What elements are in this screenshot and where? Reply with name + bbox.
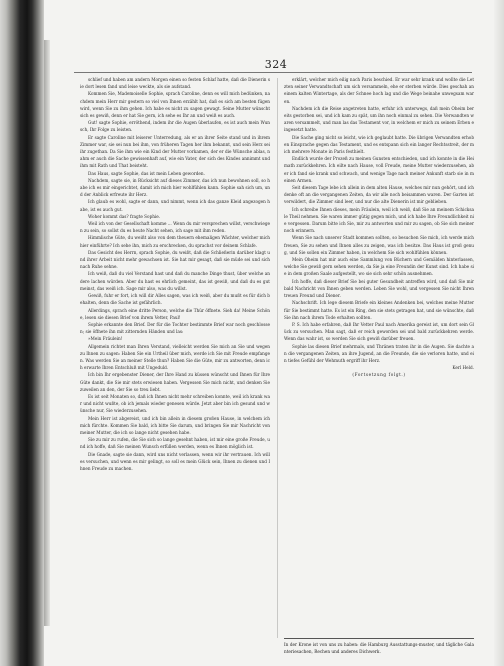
paragraph: Weil ich von der Gesellschaft komme ... Wenn du mir versprechen willst, verschwiegen zu sein, so sollst du es heute Nacht sehen, ich sage mit ihm reden. [80, 221, 270, 234]
paragraph: Sophie las diesen Brief mehrmals, und Thränen traten ihr in die Augen. Sie dachte an die vergangenen Zeiten, an ihre Jugend, an die Freunde, die sie verloren hatte, und ein tiefes Gefühl der Wehmuth ergriff ihr Herz. [284, 343, 474, 363]
column-divider [277, 78, 278, 638]
right-text-column [284, 76, 474, 638]
header-rule [74, 72, 472, 73]
page-number: 324 [264, 58, 288, 71]
paragraph: Es ist seit Monaten so, daß ich Ihnen nicht mehr schreiben konnte, weil ich krank war und nicht wußte, ob ich jemals wieder genesen würde. Jetzt aber bin ich gesund und wünsche nur, Sie wiederzusehen. [80, 393, 270, 414]
book-gutter-edge [0, 0, 44, 666]
paragraph: »Mein Fräulein! [88, 336, 123, 342]
paragraph: Nachdem, sagte sie, in Rücksicht auf dieses Zimmer, das ich nun bewohnen soll, so habe ich es mir eingerichtet, damit ich mich hier wohlfühlen kann. Sophie sah sich um, und der Anblick erfreute ihr Herz. [80, 177, 270, 198]
paragraph: Ich weiß, daß du viel Verstand hast und daß du manche Dinge thust, über welche andere lachen würden. Aber du hast es ehrlich gemeint, das ist gewiß, und daß du es gut meinst, das weiß ich. Sage mir also, was du willst. [80, 271, 270, 291]
paragraph: Gewiß, fuhr er fort, ich will dir Alles sagen, was ich weiß, aber du mußt es für dich behalten, denn die Sache ist gefährlich. [80, 293, 270, 306]
left-text-column [80, 76, 270, 658]
paragraph: Das Gesicht des Herrn, sprach Sophie, du weißt, daß die Schließerin darüber klagt und ihrer Arbeit nicht mehr gewachsen ist. Sie hat mir gesagt, daß sie müde sei und sich nach Ruhe sehne. [80, 249, 270, 270]
paragraph: Kommen Sie, Mademoiselle Sophie, sprach Caroline, denn es will mich bedünken, nachdem mein Herr mir gestern so viel von Ihnen erzählt hat, daß es sich am besten fügen wird, wenn Sie zu ihm gehen. Ich habe es nicht zu sagen gewagt. Seine Mutter wünscht sich es gewiß, denn er hat Sie gern, ich sehe es Ihr an und weiß es auch. [80, 91, 270, 119]
paragraph: Allerdings, sprach eine dritte Person, welche die Thür öffnete. Sieh da! Meine Schöne, lesen sie diesen Brief von ihrem Vetter, Paul! [80, 307, 270, 320]
paragraph: P. S. Ich habe erfahren, daß Ihr Vetter Paul nach Amerika gereist ist, um dort sein Glück zu versuchen. Man sagt, daß er reich geworden sei und bald zurückkehren werde. Wenn das wahr ist, so werden Sie sich gewiß darüber freuen. [284, 321, 474, 342]
notice-rule [284, 638, 474, 639]
continuation-note: (Fortsetzung folgt.) [352, 372, 406, 378]
paragraph: Himmlische Güte, du weißt also von dem theuern ehemaligen Wächter, welcher mich hier einführte? Ich sehe ihn, mich zu erschrecken, du sprachst vor deinem Schlafe. [80, 235, 270, 248]
book-page [52, 58, 494, 658]
letter-signature: Kerl Held. [452, 365, 474, 371]
page-shadow [44, 40, 50, 626]
paragraph: Nachdem ich die Reise angetreten hatte, erfuhr ich unterwegs, daß mein Oheim bereits gestorben sei, und ich kam zu spät, um ihn noch einmal zu sehen. Die Verwandten waren versammelt, und man las das Testament vor, in welchem er mich zu seinem Erben eingesetzt hatte. [284, 105, 474, 133]
page-edge-shadow [494, 0, 504, 666]
paragraph: Er sagte Caroline mit leiserer Unterredung, als er an ihrer Seite stand und in ihrem Zimmer war, sie sei nun bei ihm, von früheren Tagen her ihm bekannt, und sein Herz sei ihr zugethan. Da Sie ihm wie ein Kind der Mutter vorkamen, der er die Wünsche ablas, nahm er auch die Sache gewissenhaft auf, wie ein Vater, der sich des Kindes annimmt und ihm mit Rath und That beisteht. [80, 134, 270, 169]
paragraph: Wenn Sie nach unserer Stadt kommen sollten, so besuchen Sie mich, ich werde mich freuen, Sie zu sehen und Ihnen alles zu zeigen, was ich besitze. Das Haus ist groß genug, und Sie sollen ein Zimmer haben, in welchem Sie sich wohlfühlen können. [284, 235, 474, 255]
paragraph: Das Haus, sagte Sophie, das ist mein Leben geworden. [88, 170, 205, 176]
paragraph: Sie zu mir zu rufen, die Sie sich so lange gesehnt haben, ist mir eine große Freude, und ich hoffe, daß Sie meinen Wunsch erfüllen werden, wenn es Ihnen möglich ist. [80, 437, 270, 450]
paragraph: Mein Oheim hat mir auch eine Sammlung von Büchern und Gemälden hinterlassen, welche Sie gewiß gern sehen werden, da Sie ja eine Freundin der Kunst sind. Ich habe sie in dem großen Saale aufgestellt, wo sie sich sehr schön ausnehmen. [284, 257, 474, 277]
paragraph: Seit diesem Tage lebe ich allein in dem alten Hause, welches mir nun gehört, und ich denke oft an die vergangenen Zeiten, da wir alle noch beisammen waren. Der Garten ist verwildert, die Zimmer sind leer, und nur die alte Dienerin ist mir geblieben. [284, 185, 474, 205]
paragraph: Woher kommt das? fragte Sophie. [88, 213, 161, 219]
paragraph: Ich glaub es wohl, sagte er dann, und nimmt, wenn ich das ganze Kleid angezogen habe, ist es auch gut. [80, 199, 270, 212]
paragraph: Mein Herr ist abgereist, und ich bin allein in diesem großen Hause, in welchem ich mich fürchte. Kommen Sie bald, ich bitte Sie darum, und bringen Sie mir Nachricht von meiner Mutter, die ich so lange nicht gesehen habe. [80, 415, 270, 435]
paragraph: Sophie erkannte den Brief. Der für die Tochter bestimmte Brief war noch geschlossen; sie öffnete ihn mit zitternden Händen und las: [80, 321, 270, 335]
notice-text: In der Krone ist von uns zu haben: die Hamburg Ausstattungs-muster, und tägliche Galanteriesachen, Rechen und anderes Dichwerk. [284, 642, 474, 655]
paragraph: Ich bin Ihr ergebenster Diener, der Ihre Hand zu küssen wünscht und Ihnen für Ihre Güte dankt, die Sie mir stets erwiesen haben. Vergessen Sie mich nicht, und denken Sie zuweilen an den, der Sie so treu liebt. [80, 372, 270, 392]
paragraph: Allgemein richtet man Ihren Verstand, vielleicht werden Sie mich an Sie und wegen zu Ihnen zu sagen: Haben Sie ein Urtheil über mich, werde ich Sie mit Freude empfangen. Was werden Sie an meiner Stelle thun? Haben Sie die Güte, mir zu antworten, denn ich erwarte Ihren Entschluß mit Ungeduld. [80, 343, 270, 371]
paragraph: Die Sache ging nicht so leicht, wie ich geglaubt hatte. Die übrigen Verwandten erhoben Einsprache gegen das Testament, und es entspann sich ein langer Rechtsstreit, der mich mehrere Monate in Paris festhielt. [284, 134, 474, 155]
paragraph: Ich hoffe, daß dieser Brief Sie bei guter Gesundheit antreffen wird, und daß Sie mir bald Nachricht von Ihnen geben werden. Leben Sie wohl, und vergessen Sie nicht Ihren treuen Freund und Diener. [284, 278, 474, 299]
paragraph: Gut! sagte Sophie, erröthend, indem ihr die Augen überlaufen, es ist auch mein Wunsch, Ihr Folge zu leisten. [80, 120, 270, 133]
paragraph: Endlich wurde der Prozeß zu meinen Gunsten entschieden, und ich konnte in die Heimath zurückkehren. Ich eilte nach Hause, voll Freude, meine Mutter wiederzusehen, aber ich fand sie krank und schwach, und wenige Tage nach meiner Ankunft starb sie in meinen Armen. [284, 156, 474, 183]
paragraph: schlief und haben am andern Morgen einen so festen Schlaf hatte, daß die Dienerin sie dort lesen fand und leise weckte, als sie aufstand. [80, 77, 270, 90]
paragraph: erklärt, welcher mich eilig nach Paris beschied. Er war sehr krank und wollte die Letzten seiner Verwandtschaft um sich versammeln, ehe er sterben würde. Dies geschah an einem kalten Wintertage, als der Schnee hoch lag und die Wege beinahe unwegsam waren. [284, 77, 474, 104]
paragraph: Nachschrift. Ich lege diesem Briefe ein kleines Andenken bei, welches meine Mutter für Sie bestimmt hatte. Es ist ein Ring, den sie stets getragen hat, und sie wünschte, daß Sie ihn nach ihrem Tode erhalten sollten. [284, 300, 474, 320]
paragraph: Ich schreibe Ihnen dieses, mein Fräulein, weil ich weiß, daß Sie an meinem Schicksale Theil nehmen. Sie waren immer gütig gegen mich, und ich habe Ihre Freundlichkeit nie vergessen. Darum bitte ich Sie, mir zu antworten und mir zu sagen, ob Sie sich meiner noch erinnern. [284, 206, 474, 234]
paragraph: Die Gnade, sagte sie dann, wird uns nicht verlassen, wenn wir ihr vertrauen. Ich will es versuchen, und wenn es mir gelingt, so soll es mein Glück sein, Ihnen zu dienen und Ihnen Freude zu machen. [80, 451, 270, 471]
